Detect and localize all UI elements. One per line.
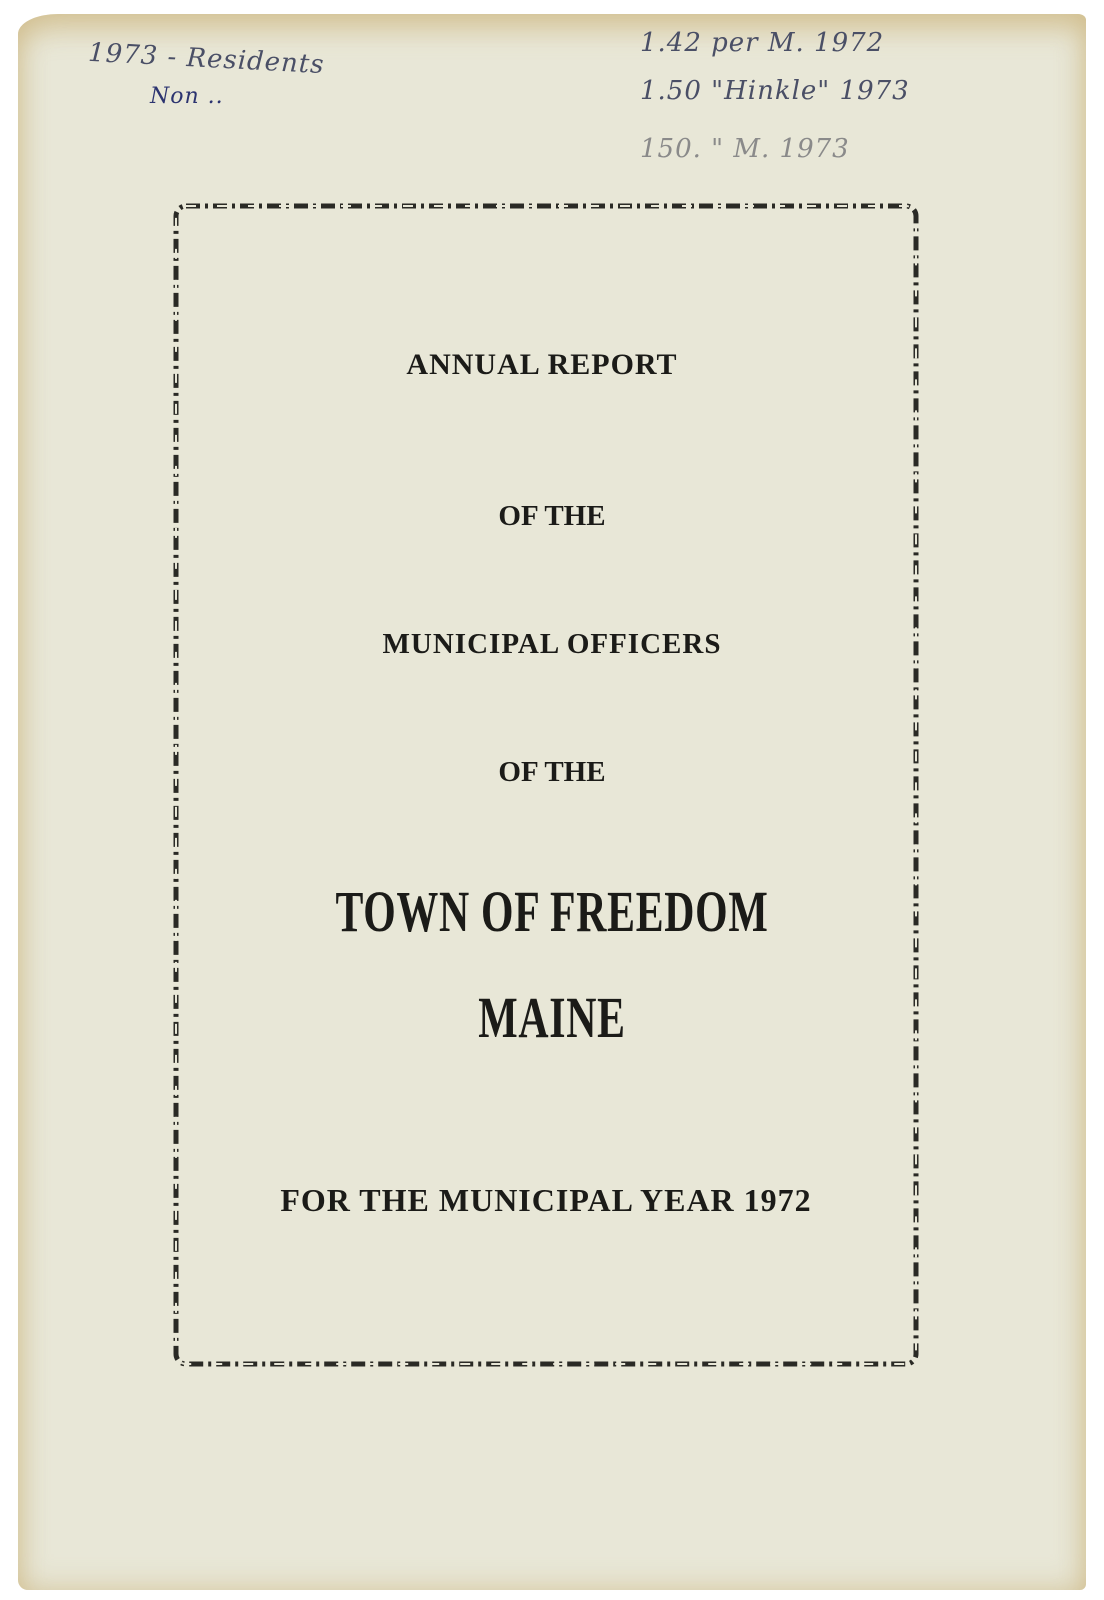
title-state: MAINE bbox=[478, 985, 626, 1050]
handwritten-note: 1973 - Residents bbox=[87, 37, 326, 81]
handwritten-note: 1.42 per M. 1972 bbox=[640, 28, 885, 58]
title-municipal-year: FOR THE MUNICIPAL YEAR 1972 bbox=[280, 1182, 812, 1218]
handwritten-note: 150. " M. 1973 bbox=[640, 134, 850, 164]
handwritten-note: 1.50 "Hinkle" 1973 bbox=[640, 76, 910, 106]
title-of-the: OF THE bbox=[498, 756, 606, 788]
title-annual-report: ANNUAL REPORT bbox=[406, 348, 678, 381]
handwritten-note: Non .. bbox=[150, 84, 224, 109]
title-municipal-officers: MUNICIPAL OFFICERS bbox=[382, 628, 722, 660]
title-town-name: TOWN OF FREEDOM bbox=[335, 879, 769, 944]
title-of-the: OF THE bbox=[498, 500, 606, 532]
